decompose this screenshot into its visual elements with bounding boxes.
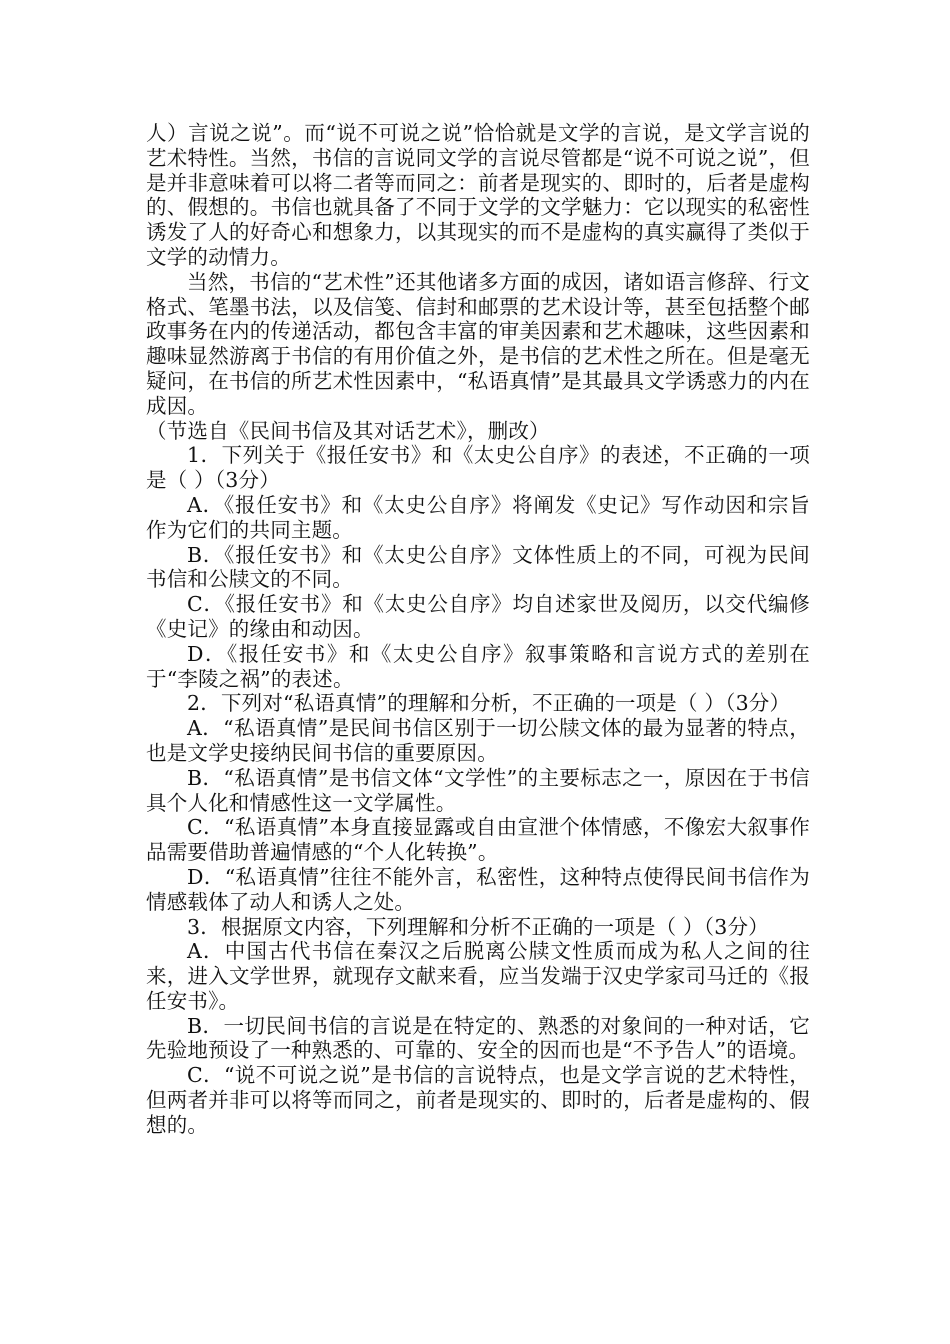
question-stem: 1．下列关于《报任安书》和《太史公自序》的表述，不正确的一项是（ ）（3分）: [146, 443, 810, 493]
article-source: （节选自《民间书信及其对话艺术》，删改）: [146, 418, 550, 443]
question-option: A．“私语真情”是民间书信区别于一切公牍文体的最为显著的特点，也是文学史接纳民间书信的重要原因。: [146, 716, 810, 765]
question-option: C．“说不可说之说”是书信的言说特点，也是文学言说的艺术特性，但两者并非可以将等而同之，前者是现实的、即时的，后者是虚构的、假想的。: [146, 1063, 810, 1137]
question-option: D．《报任安书》和《太史公自序》叙事策略和言说方式的差别在于“李陵之祸”的表述。: [146, 641, 810, 691]
question-stem: 2．下列对“私语真情”的理解和分析，不正确的一项是（ ）（3分）: [187, 691, 791, 716]
question-option: A．中国古代书信在秦汉之后脱离公牍文性质而成为私人之间的往来，进入文学世界，就现存文献来看，应当发端于汉史学家司马迁的《报任安书》。: [146, 939, 810, 1013]
question-option: B．“私语真情”是书信文体“文学性”的主要标志之一，原因在于书信具个人化和情感性这一文学属性。: [146, 765, 810, 815]
question-stem: 3．根据原文内容，下列理解和分析不正确的一项是（ ）（3分）: [187, 914, 769, 939]
question-option: C．《报任安书》和《太史公自序》均自述家世及阅历，以交代编修《史记》的缘由和动因。: [146, 592, 810, 641]
article-paragraph: 当然，书信的“艺术性”还其他诸多方面的成因，诸如语言修辞、行文格式、笔墨书法，以及信笺、信封和邮票的艺术设计等，甚至包括整个邮政事务在内的传递活动，都包含丰富的审美因素和艺术趣味，这些因素和趣味显然游离于书信的有用价值之外，是书信的艺术性之所在。但是毫无疑问，在书信的所艺术性因素中，“私语真情”是其最具文学诱惑力的内在成因。: [146, 269, 810, 418]
question-option: D．“私语真情”往往不能外言，私密性，这种特点使得民间书信作为情感载体了动人和诱人之处。: [146, 864, 810, 914]
question-option: B．《报任安书》和《太史公自序》文体性质上的不同，可视为民间书信和公牍文的不同。: [146, 542, 810, 592]
article-paragraph: 人）言说之说”。而“说不可说之说”恰恰就是文学的言说，是文学言说的艺术特性。当然，书信的言说同文学的言说尽管都是“说不可说之说”，但是并非意味着可以将二者等而同之：前者是现实的、即时的，后者是虚构的、假想的。书信也就具备了不同于文学的文学魅力：它以现实的私密性诱发了人的好奇心和想象力，以其现实的而不是虚构的真实赢得了类似于文学的动情力。: [146, 121, 810, 269]
question-option: B．一切民间书信的言说是在特定的、熟悉的对象间的一种对话，它先验地预设了一种熟悉的、可靠的、安全的因而也是“不予告人”的语境。: [146, 1013, 810, 1063]
document-body: [146, 121, 810, 1138]
question-option: A．《报任安书》和《太史公自序》将阐发《史记》写作动因和宗旨作为它们的共同主题。: [146, 492, 810, 542]
question-option: C．“私语真情”本身直接显露或自由宣泄个体情感，不像宏大叙事作品需要借助普遍情感的“个人化转换”。: [146, 815, 810, 865]
